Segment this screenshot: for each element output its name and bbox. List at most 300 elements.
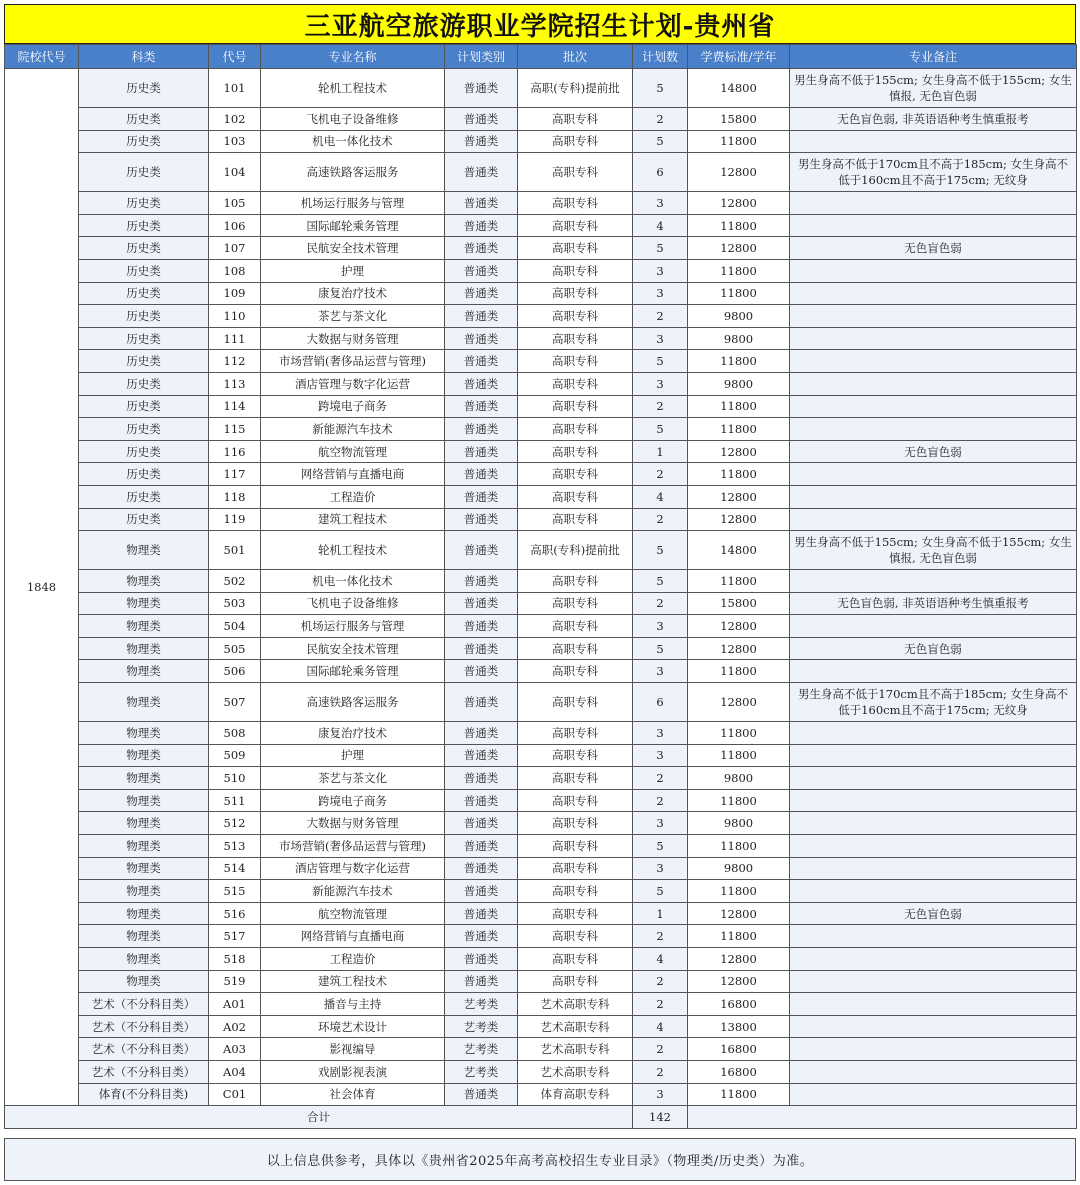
cell-type: 艺考类 [445, 1038, 518, 1061]
cell-num: 6 [633, 153, 688, 192]
cell-note [790, 508, 1077, 531]
cell-note [790, 615, 1077, 638]
cell-fee: 12800 [688, 440, 790, 463]
cell-num: 2 [633, 108, 688, 131]
cell-major: 跨境电子商务 [261, 395, 445, 418]
cell-code: 519 [209, 970, 261, 993]
cell-code: 101 [209, 69, 261, 108]
cell-fee: 9800 [688, 857, 790, 880]
table-row [5, 993, 1077, 1016]
cell-type: 普通类 [445, 327, 518, 350]
cell-type: 普通类 [445, 395, 518, 418]
cell-cat: 物理类 [79, 683, 209, 722]
cell-cat: 物理类 [79, 880, 209, 903]
cell-cat: 历史类 [79, 372, 209, 395]
cell-type: 艺考类 [445, 993, 518, 1016]
cell-batch: 高职专科 [518, 508, 633, 531]
cell-type: 普通类 [445, 130, 518, 153]
cell-num: 3 [633, 744, 688, 767]
cell-type: 普通类 [445, 237, 518, 260]
cell-batch: 艺术高职专科 [518, 1038, 633, 1061]
cell-code: A04 [209, 1060, 261, 1083]
cell-num: 5 [633, 130, 688, 153]
cell-major: 康复治疗技术 [261, 282, 445, 305]
cell-major: 酒店管理与数字化运营 [261, 857, 445, 880]
cell-type: 普通类 [445, 508, 518, 531]
cell-major: 市场营销(奢侈品运营与管理) [261, 835, 445, 858]
table-row [5, 660, 1077, 683]
cell-major: 飞机电子设备维修 [261, 108, 445, 131]
header-cell: 专业备注 [790, 45, 1077, 69]
cell-code: 116 [209, 440, 261, 463]
cell-fee: 15800 [688, 108, 790, 131]
cell-type: 艺考类 [445, 1015, 518, 1038]
cell-batch: 艺术高职专科 [518, 993, 633, 1016]
cell-note [790, 259, 1077, 282]
cell-fee: 16800 [688, 1038, 790, 1061]
cell-batch: 高职(专科)提前批 [518, 69, 633, 108]
cell-major: 民航安全技术管理 [261, 637, 445, 660]
cell-num: 2 [633, 789, 688, 812]
cell-cat: 物理类 [79, 744, 209, 767]
cell-batch: 高职专科 [518, 857, 633, 880]
cell-type: 普通类 [445, 153, 518, 192]
cell-num: 2 [633, 993, 688, 1016]
cell-cat: 历史类 [79, 153, 209, 192]
cell-type: 普通类 [445, 418, 518, 441]
table-row [5, 767, 1077, 790]
cell-major: 飞机电子设备维修 [261, 592, 445, 615]
table-row [5, 350, 1077, 373]
cell-fee: 13800 [688, 1015, 790, 1038]
cell-note [790, 282, 1077, 305]
cell-fee: 14800 [688, 531, 790, 570]
cell-note [790, 214, 1077, 237]
cell-code: 112 [209, 350, 261, 373]
cell-batch: 高职专科 [518, 153, 633, 192]
table-row [5, 744, 1077, 767]
cell-type: 普通类 [445, 970, 518, 993]
table-row [5, 485, 1077, 508]
total-empty [688, 1106, 1077, 1129]
cell-num: 3 [633, 615, 688, 638]
cell-major: 戏剧影视表演 [261, 1060, 445, 1083]
cell-type: 普通类 [445, 637, 518, 660]
cell-type: 普通类 [445, 282, 518, 305]
cell-cat: 历史类 [79, 485, 209, 508]
table-row [5, 857, 1077, 880]
cell-fee: 12800 [688, 902, 790, 925]
header-cell: 计划数 [633, 45, 688, 69]
cell-note: 无色盲色弱 [790, 237, 1077, 260]
cell-note [790, 350, 1077, 373]
cell-fee: 12800 [688, 970, 790, 993]
cell-note [790, 192, 1077, 215]
cell-code: 108 [209, 259, 261, 282]
cell-type: 普通类 [445, 305, 518, 328]
cell-major: 建筑工程技术 [261, 970, 445, 993]
cell-num: 6 [633, 683, 688, 722]
cell-cat: 艺术（不分科目类） [79, 1060, 209, 1083]
cell-note: 男生身高不低于155cm; 女生身高不低于155cm; 女生慎报, 无色盲色弱 [790, 531, 1077, 570]
cell-code: 516 [209, 902, 261, 925]
cell-code: 504 [209, 615, 261, 638]
cell-cat: 物理类 [79, 570, 209, 593]
cell-note: 男生身高不低于155cm; 女生身高不低于155cm; 女生慎报, 无色盲色弱 [790, 69, 1077, 108]
header-cell: 科类 [79, 45, 209, 69]
cell-major: 机场运行服务与管理 [261, 192, 445, 215]
cell-code: 102 [209, 108, 261, 131]
table-row [5, 282, 1077, 305]
cell-cat: 物理类 [79, 857, 209, 880]
cell-fee: 11800 [688, 925, 790, 948]
cell-batch: 艺术高职专科 [518, 1060, 633, 1083]
cell-type: 普通类 [445, 683, 518, 722]
cell-major: 航空物流管理 [261, 440, 445, 463]
cell-fee: 11800 [688, 214, 790, 237]
cell-type: 普通类 [445, 948, 518, 971]
table-row [5, 812, 1077, 835]
cell-type: 普通类 [445, 925, 518, 948]
school-code-cell: 1848 [5, 69, 79, 1106]
cell-fee: 11800 [688, 835, 790, 858]
cell-type: 普通类 [445, 902, 518, 925]
cell-cat: 历史类 [79, 282, 209, 305]
cell-batch: 高职专科 [518, 570, 633, 593]
cell-cat: 历史类 [79, 418, 209, 441]
cell-batch: 高职专科 [518, 812, 633, 835]
cell-note [790, 744, 1077, 767]
cell-type: 普通类 [445, 214, 518, 237]
cell-num: 2 [633, 395, 688, 418]
total-label: 合计 [5, 1106, 633, 1129]
cell-num: 5 [633, 350, 688, 373]
cell-note [790, 305, 1077, 328]
cell-note [790, 880, 1077, 903]
cell-num: 1 [633, 440, 688, 463]
table-row [5, 1083, 1077, 1106]
cell-batch: 高职专科 [518, 683, 633, 722]
cell-note [790, 835, 1077, 858]
cell-type: 普通类 [445, 767, 518, 790]
cell-note: 无色盲色弱 [790, 440, 1077, 463]
cell-code: 514 [209, 857, 261, 880]
table-row [5, 615, 1077, 638]
cell-fee: 11800 [688, 130, 790, 153]
cell-num: 3 [633, 372, 688, 395]
cell-cat: 物理类 [79, 970, 209, 993]
cell-cat: 历史类 [79, 214, 209, 237]
cell-major: 新能源汽车技术 [261, 418, 445, 441]
cell-note [790, 372, 1077, 395]
table-row [5, 948, 1077, 971]
cell-major: 社会体育 [261, 1083, 445, 1106]
cell-fee: 11800 [688, 880, 790, 903]
header-cell: 院校代号 [5, 45, 79, 69]
cell-num: 5 [633, 637, 688, 660]
cell-cat: 物理类 [79, 767, 209, 790]
cell-note [790, 722, 1077, 745]
cell-major: 航空物流管理 [261, 902, 445, 925]
cell-code: 119 [209, 508, 261, 531]
cell-major: 国际邮轮乘务管理 [261, 660, 445, 683]
cell-cat: 历史类 [79, 327, 209, 350]
cell-major: 轮机工程技术 [261, 69, 445, 108]
cell-num: 5 [633, 69, 688, 108]
cell-num: 3 [633, 660, 688, 683]
cell-type: 艺考类 [445, 1060, 518, 1083]
table-row [5, 1060, 1077, 1083]
cell-num: 3 [633, 812, 688, 835]
table-row [5, 835, 1077, 858]
cell-major: 机电一体化技术 [261, 570, 445, 593]
cell-code: A03 [209, 1038, 261, 1061]
cell-batch: 高职专科 [518, 305, 633, 328]
cell-code: A01 [209, 993, 261, 1016]
cell-batch: 高职专科 [518, 108, 633, 131]
cell-code: 111 [209, 327, 261, 350]
cell-code: A02 [209, 1015, 261, 1038]
cell-major: 护理 [261, 259, 445, 282]
cell-num: 2 [633, 925, 688, 948]
cell-note [790, 395, 1077, 418]
cell-code: 114 [209, 395, 261, 418]
cell-code: 117 [209, 463, 261, 486]
enrollment-plan-table [4, 44, 1077, 1129]
cell-major: 酒店管理与数字化运营 [261, 372, 445, 395]
cell-code: 106 [209, 214, 261, 237]
table-row [5, 108, 1077, 131]
cell-num: 1 [633, 902, 688, 925]
table-row [5, 970, 1077, 993]
cell-type: 普通类 [445, 570, 518, 593]
cell-num: 2 [633, 767, 688, 790]
cell-code: 512 [209, 812, 261, 835]
cell-batch: 高职专科 [518, 744, 633, 767]
cell-type: 普通类 [445, 108, 518, 131]
cell-num: 2 [633, 1038, 688, 1061]
cell-cat: 物理类 [79, 592, 209, 615]
table-row [5, 1015, 1077, 1038]
cell-cat: 历史类 [79, 305, 209, 328]
cell-fee: 9800 [688, 767, 790, 790]
cell-note [790, 418, 1077, 441]
cell-cat: 历史类 [79, 440, 209, 463]
cell-major: 影视编导 [261, 1038, 445, 1061]
cell-batch: 高职专科 [518, 948, 633, 971]
cell-type: 普通类 [445, 592, 518, 615]
cell-code: 505 [209, 637, 261, 660]
cell-type: 普通类 [445, 192, 518, 215]
cell-code: 110 [209, 305, 261, 328]
cell-fee: 9800 [688, 812, 790, 835]
cell-fee: 9800 [688, 305, 790, 328]
cell-type: 普通类 [445, 69, 518, 108]
cell-cat: 物理类 [79, 835, 209, 858]
cell-type: 普通类 [445, 857, 518, 880]
cell-cat: 物理类 [79, 531, 209, 570]
cell-batch: 高职专科 [518, 463, 633, 486]
cell-num: 3 [633, 259, 688, 282]
footer-note: 以上信息供参考，具体以《贵州省2025年高考高校招生专业目录》（物理类/历史类）为准。 [4, 1138, 1076, 1181]
cell-major: 市场营销(奢侈品运营与管理) [261, 350, 445, 373]
cell-note: 无色盲色弱, 非英语语种考生慎重报考 [790, 108, 1077, 131]
cell-cat: 历史类 [79, 463, 209, 486]
cell-num: 3 [633, 722, 688, 745]
table-row [5, 722, 1077, 745]
cell-batch: 高职专科 [518, 637, 633, 660]
cell-batch: 高职专科 [518, 789, 633, 812]
table-row [5, 237, 1077, 260]
cell-note: 无色盲色弱 [790, 637, 1077, 660]
table-row [5, 153, 1077, 192]
cell-batch: 高职专科 [518, 372, 633, 395]
cell-fee: 11800 [688, 350, 790, 373]
cell-fee: 12800 [688, 237, 790, 260]
header-cell: 批次 [518, 45, 633, 69]
cell-num: 2 [633, 305, 688, 328]
table-row [5, 531, 1077, 570]
table-row [5, 327, 1077, 350]
cell-fee: 11800 [688, 259, 790, 282]
cell-num: 3 [633, 1083, 688, 1106]
cell-num: 3 [633, 857, 688, 880]
table-row [5, 130, 1077, 153]
cell-type: 普通类 [445, 615, 518, 638]
cell-cat: 物理类 [79, 925, 209, 948]
cell-batch: 高职专科 [518, 902, 633, 925]
table-row [5, 418, 1077, 441]
cell-code: 510 [209, 767, 261, 790]
cell-type: 普通类 [445, 722, 518, 745]
cell-batch: 高职专科 [518, 214, 633, 237]
cell-note [790, 485, 1077, 508]
cell-batch: 高职专科 [518, 835, 633, 858]
table-row [5, 637, 1077, 660]
table-row [5, 925, 1077, 948]
cell-batch: 高职专科 [518, 592, 633, 615]
cell-code: 107 [209, 237, 261, 260]
cell-note: 男生身高不低于170cm且不高于185cm; 女生身高不低于160cm且不高于175cm; 无纹身 [790, 683, 1077, 722]
cell-cat: 物理类 [79, 615, 209, 638]
page-title: 三亚航空旅游职业学院招生计划-贵州省 [4, 4, 1076, 44]
cell-note: 男生身高不低于170cm且不高于185cm; 女生身高不低于160cm且不高于175cm; 无纹身 [790, 153, 1077, 192]
table-row [5, 789, 1077, 812]
cell-major: 民航安全技术管理 [261, 237, 445, 260]
cell-code: 508 [209, 722, 261, 745]
cell-fee: 11800 [688, 418, 790, 441]
header-cell: 代号 [209, 45, 261, 69]
cell-type: 普通类 [445, 259, 518, 282]
cell-num: 3 [633, 282, 688, 305]
table-row [5, 1038, 1077, 1061]
cell-batch: 高职专科 [518, 237, 633, 260]
cell-batch: 高职专科 [518, 767, 633, 790]
table-row [5, 570, 1077, 593]
cell-num: 3 [633, 327, 688, 350]
cell-type: 普通类 [445, 789, 518, 812]
cell-code: 515 [209, 880, 261, 903]
cell-type: 普通类 [445, 350, 518, 373]
total-row [5, 1106, 1077, 1129]
cell-num: 2 [633, 592, 688, 615]
cell-code: 104 [209, 153, 261, 192]
cell-major: 茶艺与茶文化 [261, 305, 445, 328]
cell-type: 普通类 [445, 660, 518, 683]
cell-cat: 历史类 [79, 192, 209, 215]
cell-major: 高速铁路客运服务 [261, 683, 445, 722]
cell-note [790, 130, 1077, 153]
cell-num: 2 [633, 463, 688, 486]
cell-batch: 高职专科 [518, 925, 633, 948]
cell-batch: 高职专科 [518, 880, 633, 903]
cell-num: 4 [633, 948, 688, 971]
cell-note [790, 970, 1077, 993]
table-row [5, 214, 1077, 237]
cell-note [790, 1083, 1077, 1106]
cell-cat: 历史类 [79, 130, 209, 153]
cell-type: 普通类 [445, 744, 518, 767]
cell-num: 4 [633, 214, 688, 237]
table-row [5, 592, 1077, 615]
cell-fee: 11800 [688, 722, 790, 745]
table-row [5, 902, 1077, 925]
table-row [5, 69, 1077, 108]
cell-num: 5 [633, 237, 688, 260]
cell-batch: 高职专科 [518, 615, 633, 638]
cell-cat: 物理类 [79, 812, 209, 835]
cell-note [790, 463, 1077, 486]
cell-cat: 物理类 [79, 948, 209, 971]
cell-batch: 高职专科 [518, 259, 633, 282]
table-row [5, 259, 1077, 282]
cell-major: 康复治疗技术 [261, 722, 445, 745]
cell-note [790, 570, 1077, 593]
cell-cat: 历史类 [79, 108, 209, 131]
cell-batch: 高职专科 [518, 722, 633, 745]
cell-batch: 高职专科 [518, 282, 633, 305]
cell-cat: 艺术（不分科目类） [79, 1015, 209, 1038]
cell-note: 无色盲色弱 [790, 902, 1077, 925]
cell-note: 无色盲色弱, 非英语语种考生慎重报考 [790, 592, 1077, 615]
cell-note [790, 660, 1077, 683]
cell-major: 跨境电子商务 [261, 789, 445, 812]
cell-cat: 历史类 [79, 259, 209, 282]
cell-major: 播音与主持 [261, 993, 445, 1016]
cell-major: 轮机工程技术 [261, 531, 445, 570]
cell-fee: 16800 [688, 1060, 790, 1083]
cell-num: 2 [633, 508, 688, 531]
cell-code: 118 [209, 485, 261, 508]
cell-type: 普通类 [445, 1083, 518, 1106]
cell-fee: 11800 [688, 463, 790, 486]
cell-note [790, 948, 1077, 971]
cell-code: 507 [209, 683, 261, 722]
cell-note [790, 925, 1077, 948]
cell-code: 509 [209, 744, 261, 767]
cell-code: 506 [209, 660, 261, 683]
cell-fee: 14800 [688, 69, 790, 108]
cell-num: 2 [633, 1060, 688, 1083]
cell-type: 普通类 [445, 835, 518, 858]
cell-fee: 12800 [688, 153, 790, 192]
cell-note [790, 789, 1077, 812]
cell-code: 517 [209, 925, 261, 948]
cell-num: 5 [633, 418, 688, 441]
cell-major: 高速铁路客运服务 [261, 153, 445, 192]
cell-num: 5 [633, 570, 688, 593]
cell-note [790, 767, 1077, 790]
